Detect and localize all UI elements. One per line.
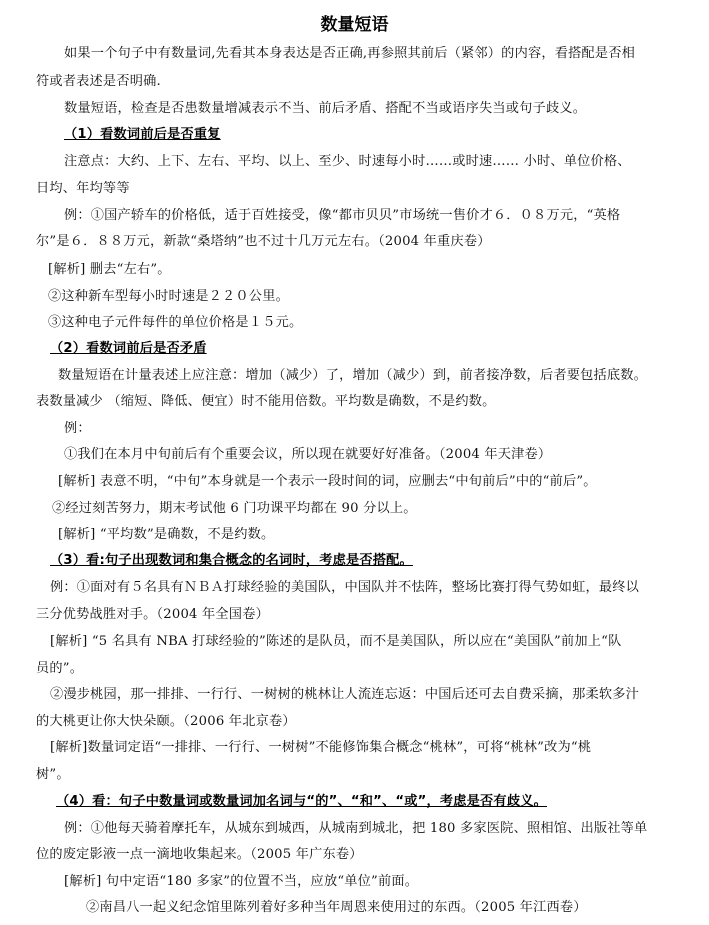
page-title: 数量短语 (320, 15, 389, 35)
analysis-line: [解析] “5 名具有 NBA 打球经验的”陈述的是队员，而不是美国队，所以应在“美国队”前加上“队 (50, 634, 622, 649)
example-line: 例：①他每天骑着摩托车，从城东到城西，从城南到城北，把 180 多家医院、照相馆、出版社等单 (64, 821, 648, 836)
example-line: ②这种新车型每小时时速是２２０公里。 (48, 289, 289, 304)
intro-line: 如果一个句子中有数量词,先看其本身表达是否正确,再参照其前后（紧邻）的内容，看搭配是否相 (64, 46, 636, 61)
analysis-line: [解析] “平均数”是确数，不是约数。 (58, 527, 275, 542)
example-line: 位的废定影液一点一滴地收集起来。（2005 年广东卷） (36, 847, 363, 862)
example-line: 例：①国产轿车的价格低，适于百姓接受，像“都市贝贝”市场统一售价才６．０８万元，“英格 (64, 208, 621, 223)
analysis-line: 员的”。 (36, 661, 84, 676)
example-line: ②经过刻苦努力，期末考试他 6 门功课平均都在 90 分以上。 (52, 501, 417, 516)
intro-line: 符或者表述是否明确. (36, 74, 161, 89)
section-heading-1: （1）看数词前后是否重复 (64, 127, 221, 142)
example-line: ②漫步桃园，那一排排、一行行、一树树的桃林让人流连忘返：中国后还可去自费采摘，那柔软多汁 (50, 687, 640, 702)
section-heading-4: （4）看：句子中数量词或数量词加名词与“的”、“和”、“或”，考虑是否有歧义。 (56, 794, 547, 809)
example-line: 的大桃更让你大快朵颐。（2006 年北京卷） (36, 714, 296, 729)
analysis-line: [解析] 句中定语“180 多家”的位置不当，应放“单位”前面。 (64, 874, 419, 889)
analysis-line: [解析]数量词定语“一排排、一行行、一树树”不能修饰集合概念“桃林”，可将“桃林”改为“桃 (50, 740, 592, 755)
section-heading-3: （3）看:句子出现数词和集合概念的名词时，考虑是否搭配。 (50, 553, 413, 568)
text-line: 表数量减少 （缩短、降低、便宜）时不能用倍数。平均数是确数，不是约数。 (36, 394, 496, 409)
section-heading-2: （2）看数词前后是否矛盾 (50, 341, 207, 356)
example-line: ①我们在本月中旬前后有个重要会议，所以现在就要好好准备。（2004 年天津卷） (64, 447, 552, 462)
example-line: 例：①面对有５名具有ＮＢＡ打球经验的美国队，中国队并不怯阵，整场比赛打得气势如虹，最终以 (50, 580, 640, 595)
text-line: 注意点：大约、上下、左右、平均、以上、至少、时速每小时……或时速…… 小时、单位价格、 (64, 154, 631, 169)
example-line: 三分优势战胜对手。（2004 年全国卷） (36, 607, 269, 622)
text-line: 数量短语在计量表述上应注意：增加（减少）了，增加（减少）到，前者接净数，后者要包括底数。 (58, 368, 648, 383)
analysis-line: [解析] 表意不明，“中旬”本身就是一个表示一段时间的词，应删去“中旬前后”中的“前后”。 (58, 474, 597, 489)
intro-line: 数量短语，检查是否患数量增减表示不当、前后矛盾、搭配不当或语序失当或句子歧义。 (64, 101, 587, 116)
example-line: 尔”是６．８８万元，新款“桑塔纳”也不过十几万元左右。（2004 年重庆卷） (36, 234, 491, 249)
example-line: ②南昌八一起义纪念馆里陈列着好多种当年周恩来使用过的东西。（2005 年江西卷） (86, 900, 587, 915)
example-label: 例： (64, 421, 91, 436)
text-line: 日均、年均等等 (36, 181, 130, 196)
analysis-line: [解析] 删去“左右”。 (48, 262, 171, 277)
analysis-line: 树”。 (36, 767, 70, 782)
example-line: ③这种电子元件每件的单位价格是１５元。 (48, 315, 303, 330)
